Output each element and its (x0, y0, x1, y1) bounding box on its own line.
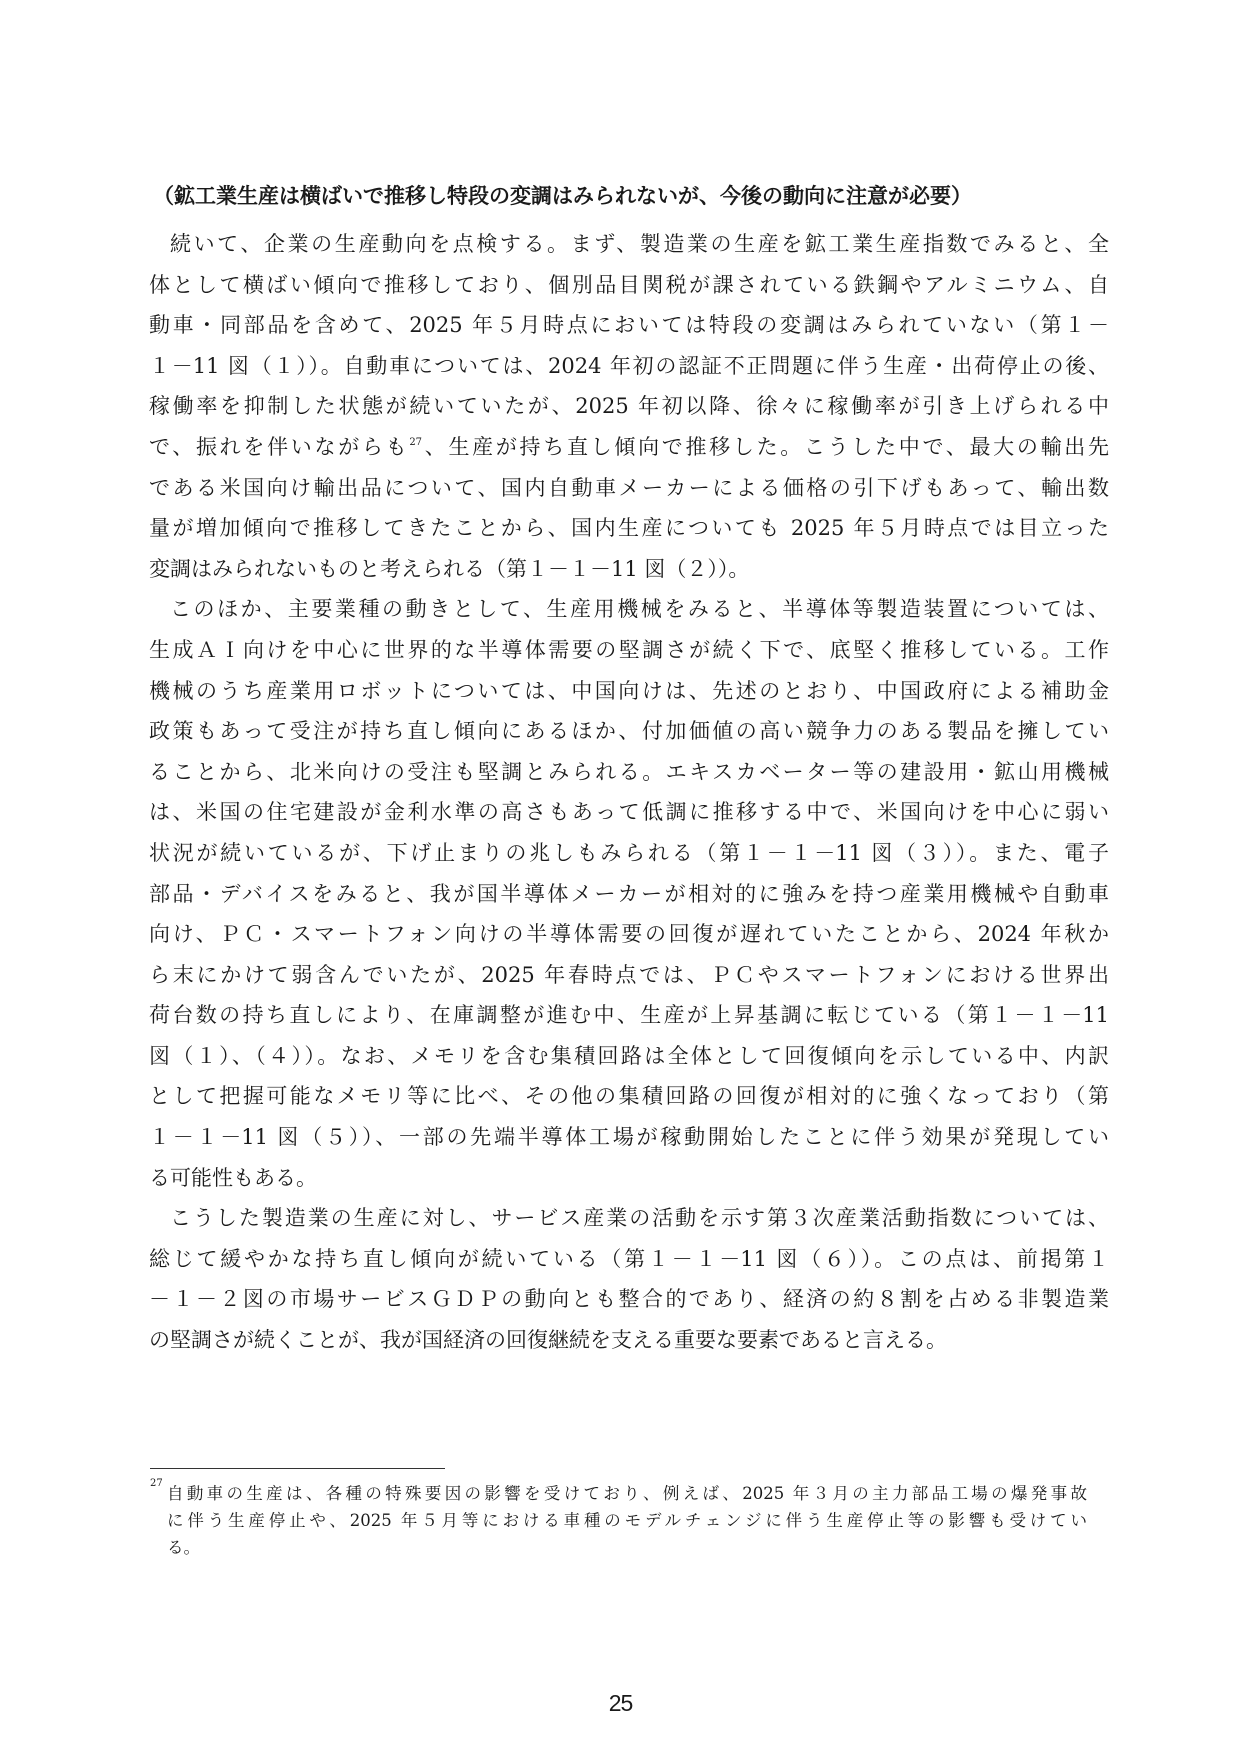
paragraph-line: １－１－11 図（５））、一部の先端半導体工場が稼動開始したことに伴う効果が発現してい (149, 1125, 1109, 1150)
footnote-line: る。 (167, 1538, 200, 1557)
paragraph-line-part: 、生産が持ち直し傾向で推移した。こうした中で、最大の輸出先 (422, 434, 1109, 459)
paragraph-line: 政策もあって受注が持ち直し傾向にあるほか、付加価値の高い競争力のある製品を擁してい (149, 719, 1109, 744)
footnote (150, 1480, 1090, 1561)
paragraph-line: －１－２図の市場サービスＧＤＰの動向とも整合的であり、経済の約８割を占める非製造業 (149, 1287, 1109, 1312)
paragraph-line: １－11 図（１））。自動車については、2024 年初の認証不正問題に伴う生産・出荷停止の後、 (149, 353, 1109, 378)
paragraph-line: 量が増加傾向で推移してきたことから、国内生産についても 2025 年５月時点では目立った (149, 516, 1109, 541)
paragraph-line: 状況が続いているが、下げ止まりの兆しもみられる（第１－１－11 図（３））。また、電子 (149, 840, 1109, 865)
paragraph-line: 荷台数の持ち直しにより、在庫調整が進む中、生産が上昇基調に転じている（第１－１－11 (149, 1003, 1109, 1028)
paragraph-line: ることから、北米向けの受注も堅調とみられる。エキスカベーター等の建設用・鉱山用機械 (149, 759, 1109, 784)
body-text (149, 224, 1109, 1361)
paragraph-line: ら末にかけて弱含んでいたが、2025 年春時点では、ＰＣやスマートフォンにおける世界出 (149, 962, 1109, 987)
paragraph-1 (149, 224, 1109, 589)
footnote-separator (150, 1468, 445, 1469)
paragraph-line: 続いて、企業の生産動向を点検する。まず、製造業の生産を鉱工業生産指数でみると、全 (170, 232, 1109, 256)
footnote-line: 自動車の生産は、各種の特殊要因の影響を受けており、例えば、2025 年３月の主力部品工場の爆発事故 (167, 1484, 1087, 1503)
paragraph-2 (149, 589, 1109, 1198)
paragraph-line: は、米国の住宅建設が金利水準の高さもあって低調に推移する中で、米国向けを中心に弱い (149, 800, 1109, 825)
paragraph-line-part: で、振れを伴いながらも (149, 434, 410, 459)
paragraph-line: 向け、ＰＣ・スマートフォン向けの半導体需要の回復が遅れていたことから、2024 年秋か (149, 922, 1109, 947)
paragraph-line: 部品・デバイスをみると、我が国半導体メーカーが相対的に強みを持つ産業用機械や自動車 (149, 881, 1109, 906)
paragraph-line: の堅調さが続くことが、我が国経済の回復継続を支える重要な要素であると言える。 (149, 1328, 947, 1353)
paragraph-line: こうした製造業の生産に対し、サービス産業の活動を示す第３次産業活動指数については、 (170, 1206, 1109, 1231)
paragraph-line: 動車・同部品を含めて、2025 年５月時点においては特段の変調はみられていない（第１－ (149, 313, 1109, 338)
footnote-reference[interactable]: 27 (409, 436, 423, 448)
paragraph-line: 稼働率を抑制した状態が続いていたが、2025 年初以降、徐々に稼働率が引き上げられる中 (149, 394, 1109, 419)
section-heading: （鉱工業生産は横ばいで推移し特段の変調はみられないが、今後の動向に注意が必要） (153, 184, 972, 208)
paragraph-line: 変調はみられないものと考えられる（第１－１－11 図（２））。 (149, 556, 750, 581)
footnote-mark: 27 (150, 1478, 163, 1489)
page-number: 25 (608, 1690, 633, 1716)
paragraph-line: る可能性もある。 (149, 1165, 317, 1190)
paragraph-line-with-footnote (149, 427, 1109, 468)
paragraph-line: として把握可能なメモリ等に比べ、その他の集積回路の回復が相対的に強くなっており（第 (149, 1084, 1109, 1109)
paragraph-line: 機械のうち産業用ロボットについては、中国向けは、先述のとおり、中国政府による補助金 (149, 678, 1109, 703)
paragraph-line: このほか、主要業種の動きとして、生産用機械をみると、半導体等製造装置については、 (170, 597, 1109, 622)
paragraph-line: 生成ＡＩ向けを中心に世界的な半導体需要の堅調さが続く下で、底堅く推移している。工作 (149, 637, 1109, 662)
paragraph-3 (149, 1198, 1109, 1360)
footnote-line: に伴う生産停止や、2025 年５月等における車種のモデルチェンジに伴う生産停止等の影響も受けてい (167, 1511, 1087, 1530)
paragraph-line: である米国向け輸出品について、国内自動車メーカーによる価格の引下げもあって、輸出数 (149, 475, 1109, 500)
paragraph-line: 図（１）、（４））。なお、メモリを含む集積回路は全体として回復傾向を示している中、内訳 (149, 1043, 1109, 1068)
paragraph-line: 体として横ばい傾向で推移しており、個別品目関税が課されている鉄鋼やアルミニウム、自 (149, 272, 1109, 297)
paragraph-line: 総じて緩やかな持ち直し傾向が続いている（第１－１－11 図（６））。この点は、前掲第１ (149, 1246, 1109, 1271)
